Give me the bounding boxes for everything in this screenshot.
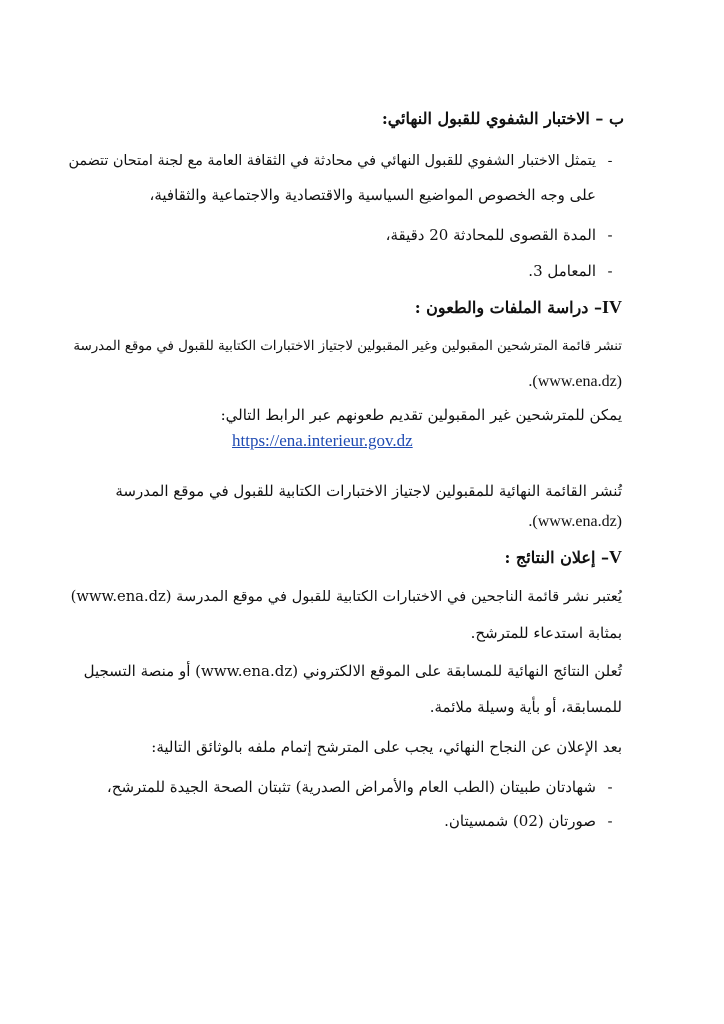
bullet-mark: -	[607, 778, 613, 796]
section-iv-numeral: IV	[601, 297, 622, 317]
section-v-para-2-line-2: للمسابقة، أو بأية وسيلة ملائمة.	[429, 698, 622, 716]
section-iv-heading: IV– دراسة الملفات والطعون :	[414, 297, 622, 317]
section-v-document-2: -صورتان (02) شمسيتان.	[444, 810, 624, 832]
section-iv-para-2-line-1: تُنشر القائمة النهائية للمقبولين لاجتياز الاختبارات الكتابية للقبول في موقع المدرسة	[115, 482, 622, 500]
section-v-document-1: -شهادتان طبيتان (الطب العام والأمراض الصدرية) تثبتان الصحة الجيدة للمترشح،	[107, 776, 624, 798]
section-iv-para-2-line-2: .(www.ena.dz)	[528, 513, 622, 530]
section-b-item-3: -المعامل 3.	[528, 260, 624, 282]
section-v-para-2-line-1: تُعلن النتائج النهائية للمسابقة على الموقع الالكتروني (www.ena.dz) أو منصة التسجيل	[83, 662, 622, 680]
section-v-numeral: V	[609, 547, 622, 567]
section-v-para-1-line-2: بمثابة استدعاء للمترشح.	[470, 624, 622, 642]
appeal-link[interactable]: https://ena.interieur.gov.dz	[232, 431, 413, 450]
section-v-para-1-line-1: يُعتبر نشر قائمة الناجحين في الاختبارات الكتابية للقبول في موقع المدرسة (www.ena.dz)	[70, 588, 622, 605]
section-iv-para-1-line-2: .(www.ena.dz)	[528, 373, 622, 390]
bullet-mark: -	[607, 812, 613, 830]
section-iv-appeal-text: يمكن للمترشحين غير المقبولين تقديم طعونهم عبر الرابط التالي:	[220, 406, 622, 424]
bullet-mark: -	[607, 262, 613, 280]
section-b-heading: ب – الاختبار الشفوي للقبول النهائي:	[381, 109, 624, 128]
section-b-item-1-line-1: -يتمثل الاختبار الشفوي للقبول النهائي في محادثة في الثقافة العامة مع لجنة امتحان تتضمن	[70, 150, 624, 172]
section-iv-para-1-line-1: تنشر قائمة المترشحين المقبولين وغير المقبولين لاجتياز الاختبارات الكتابية للقبول في موقع المدرسة	[73, 339, 622, 354]
section-v-para-3: بعد الإعلان عن النجاح النهائي، يجب على المترشح إتمام ملفه بالوثائق التالية:	[151, 738, 622, 756]
section-b-item-1-line-2: على وجه الخصوص المواضيع السياسية والاقتصادية والاجتماعية والثقافية،	[149, 186, 596, 204]
bullet-mark: -	[607, 153, 613, 169]
section-b-item-2: -المدة القصوى للمحادثة 20 دقيقة،	[386, 224, 624, 246]
section-v-heading: V– إعلان النتائج :	[504, 547, 622, 567]
bullet-mark: -	[607, 226, 613, 244]
